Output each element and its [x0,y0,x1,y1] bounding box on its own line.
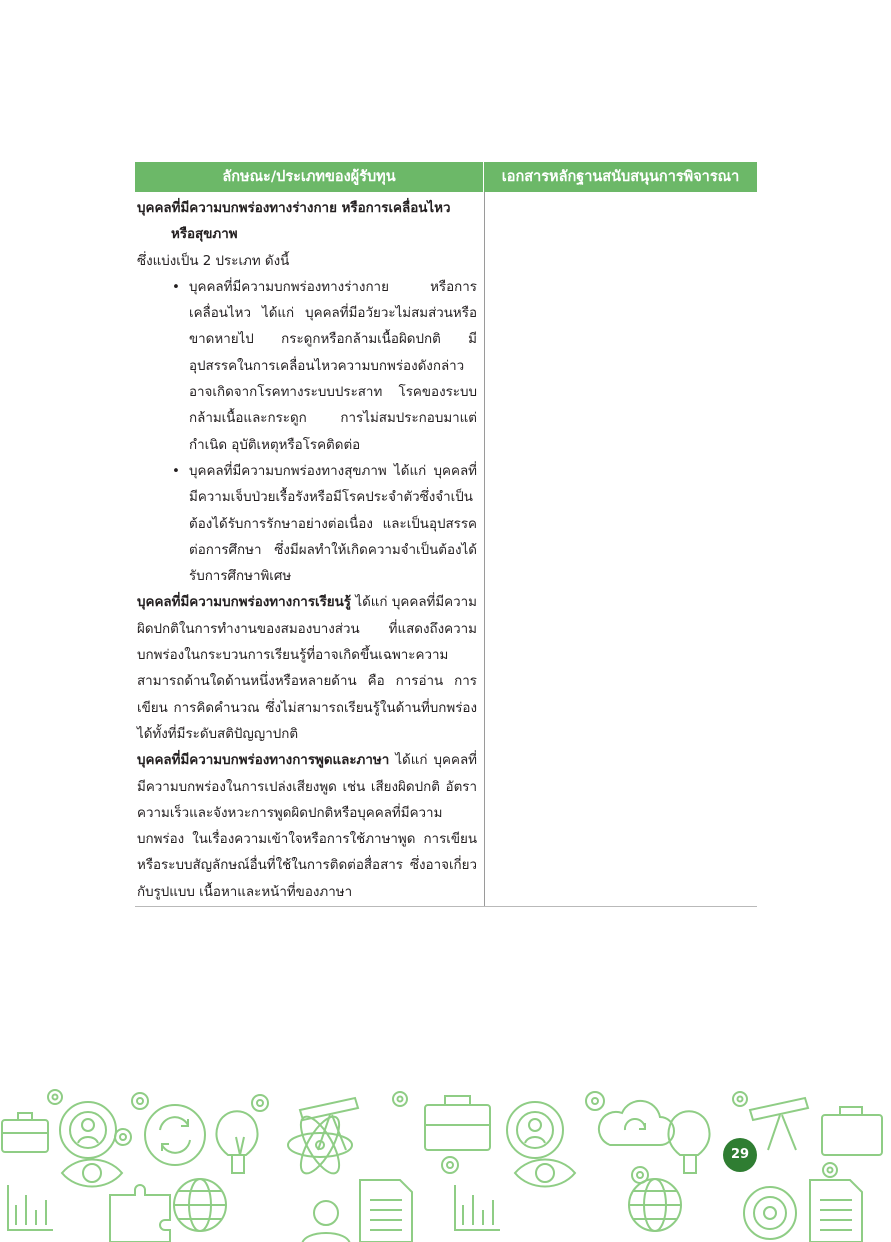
list-item [137,275,477,459]
globe-icon [629,1179,681,1231]
eye-icon [515,1160,575,1187]
physical-bullet-list [137,275,477,591]
list-item [137,459,477,590]
speech-paragraph [137,748,477,906]
bullet-icon: • [172,463,180,479]
header-recipient-type: ลักษณะ/ประเภทของผู้รับทุน [222,169,396,185]
bar-chart-icon [8,1185,53,1230]
speech-text: ได้แก่ บุคคลที่มีความบกพร่องในการเปล่งเสียงพูด เช่น เสียงผิดปกติ อัตราความเร็วและจังหวะการพูดผิดปกติหรือบุคคลที่มีความบกพร่อง ในเรื่องความเข้าใจหรือการใช้ภาษาพูด การเขียนหรือระบบสัญลักษณ์อื่นที่ใช้ในการติดต่อสื่อสาร ซึ่งอาจเกี่ยวกับรูปแบบ เนื้อหาและหน้าที่ของภาษา [137,753,477,900]
document-icon [810,1180,862,1242]
physical-intro: ซึ่งแบ่งเป็น 2 ประเภท ดังนี้ [137,253,290,269]
learning-paragraph [137,590,477,748]
eye-icon [62,1160,122,1187]
recipient-type-cell [135,192,484,906]
physical-heading: บุคคลที่มีความบกพร่องทางร่างกาย หรือการเคลื่อนไหว [137,201,451,216]
header-supporting-documents: เอกสารหลักฐานสนับสนุนการพิจารณา [483,162,757,192]
speech-heading: บุคคลที่มีความบกพร่องทางการพูดและภาษา [137,753,390,769]
table-body [135,192,757,906]
supporting-documents-cell [484,192,757,906]
telescope-icon [750,1098,808,1150]
briefcase-icon [425,1096,490,1150]
footer-decorative-pattern [0,1085,891,1242]
briefcase-icon [822,1107,882,1155]
bullet-text: บุคคลที่มีความบกพร่องทางร่างกาย หรือการเคลื่อนไหว ได้แก่ บุคคลที่มีอวัยวะไม่สมส่วนหรือขาดหายไป กระดูกหรือกล้ามเนื้อผิดปกติ มีอุปสรรคในการเคลื่อนไหวความบกพร่องดังกล่าวอาจเกิดจากโรคทางระบบประสาท โรคของระบบกล้ามเนื้อและกระดูก การไม่สมประกอบมาแต่กำเนิด อุบัติเหตุหรือโรคติดต่อ [189,279,477,453]
target-icon [507,1102,563,1158]
learning-heading: บุคคลที่มีความบกพร่องทางการเรียนรู้ [137,595,351,611]
puzzle-icon [110,1185,170,1242]
document-icon [360,1180,412,1242]
bar-chart-icon [455,1185,500,1230]
page-number: 29 [723,1138,757,1172]
lightbulb-icon [668,1111,709,1173]
globe-icon [174,1179,226,1231]
lightbulb-icon [216,1111,257,1173]
table-header [135,162,757,192]
briefcase-icon [2,1113,48,1152]
physical-heading-cont: หรือสุขภาพ [171,227,238,243]
target-icon [60,1102,116,1158]
criteria-table [135,162,757,907]
target-icon [744,1187,796,1239]
learning-text: ได้แก่ บุคคลที่มีความผิดปกติในการทำงานของสมองบางส่วน ที่แสดงถึงความบกพร่องในกระบวนการเรียนรู้ที่อาจเกิดขึ้นเฉพาะความสามารถด้านใดด้านหนึ่งหรือหลายด้าน คือ การอ่าน การเขียน การคิดคำนวณ ซึ่งไม่สามารถเรียนรู้ในด้านที่บกพร่องได้ทั้งที่มีระดับสติปัญญาปกติ [137,595,477,742]
refresh-icon [145,1105,205,1165]
bullet-icon: • [172,279,180,295]
bullet-text: บุคคลที่มีความบกพร่องทางสุขภาพ ได้แก่ บุคคลที่มีความเจ็บป่วยเรื้อรังหรือมีโรคประจำตัวซึ่งจำเป็นต้องได้รับการรักษาอย่างต่อเนื่อง และเป็นอุปสรรคต่อการศึกษา ซึ่งมีผลทำให้เกิดความจำเป็นต้องได้รับการศึกษาพิเศษ [189,463,477,585]
person-icon [302,1201,350,1242]
cloud-icon [599,1101,674,1145]
